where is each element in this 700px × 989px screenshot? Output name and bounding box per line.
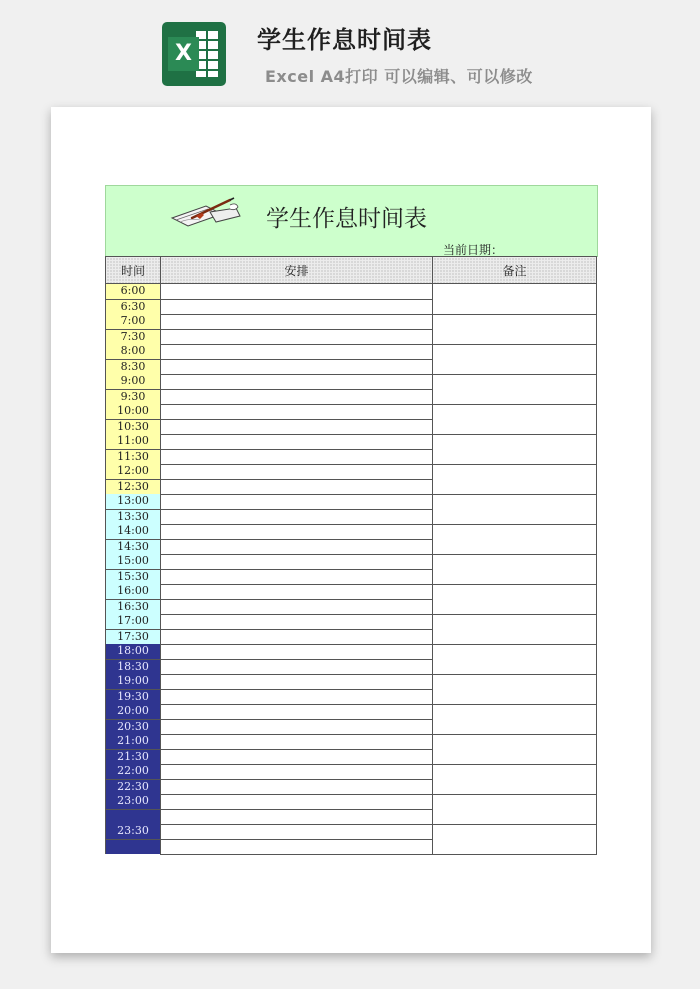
table-row <box>106 464 597 479</box>
time-cell: 7:00 <box>106 314 161 329</box>
arrange-cell[interactable] <box>161 464 433 479</box>
table-row <box>106 704 597 719</box>
sheet-title-band <box>105 185 598 257</box>
arrange-cell[interactable] <box>161 584 433 599</box>
time-cell: 14:30 <box>106 539 161 554</box>
table-row <box>106 824 597 839</box>
time-cell: 9:30 <box>106 389 161 404</box>
arrange-cell[interactable] <box>161 284 433 300</box>
arrange-cell[interactable] <box>161 539 433 554</box>
time-cell: 17:00 <box>106 614 161 629</box>
arrange-cell[interactable] <box>161 344 433 359</box>
arrange-cell[interactable] <box>161 479 433 494</box>
table-row <box>106 614 597 629</box>
notes-cell[interactable] <box>433 584 597 614</box>
table-header-row <box>106 257 597 284</box>
time-cell: 10:30 <box>106 419 161 434</box>
time-cell: 19:00 <box>106 674 161 689</box>
time-cell: 18:30 <box>106 659 161 674</box>
arrange-cell[interactable] <box>161 704 433 719</box>
time-cell: 15:00 <box>106 554 161 569</box>
arrange-cell[interactable] <box>161 434 433 449</box>
time-cell: 12:00 <box>106 464 161 479</box>
table-row <box>106 734 597 749</box>
page-title: 学生作息时间表 <box>257 26 432 54</box>
spreadsheet-grid-graphic <box>196 31 218 77</box>
time-cell <box>106 839 161 854</box>
arrange-cell[interactable] <box>161 359 433 374</box>
time-cell: 10:00 <box>106 404 161 419</box>
time-cell: 13:00 <box>106 494 161 509</box>
table-row <box>106 374 597 389</box>
table-row <box>106 794 597 809</box>
time-cell: 16:00 <box>106 584 161 599</box>
arrange-cell[interactable] <box>161 629 433 644</box>
arrange-cell[interactable] <box>161 809 433 824</box>
notes-cell[interactable] <box>433 374 597 404</box>
notes-cell[interactable] <box>433 284 597 315</box>
time-cell: 22:00 <box>106 764 161 779</box>
time-cell: 21:30 <box>106 749 161 764</box>
time-cell: 6:00 <box>106 284 161 300</box>
time-cell: 20:30 <box>106 719 161 734</box>
notes-cell[interactable] <box>433 494 597 524</box>
time-cell: 8:30 <box>106 359 161 374</box>
arrange-cell[interactable] <box>161 299 433 314</box>
notes-cell[interactable] <box>433 344 597 374</box>
notes-cell[interactable] <box>433 824 597 854</box>
arrange-cell[interactable] <box>161 689 433 704</box>
time-cell: 9:00 <box>106 374 161 389</box>
sheet-title: 学生作息时间表 <box>266 206 427 232</box>
pen-and-papers-clipart-icon <box>166 196 244 230</box>
notes-cell[interactable] <box>433 764 597 794</box>
page-subtitle: Excel A4打印 可以编辑、可以修改 <box>265 67 533 86</box>
column-header-notes: 备注 <box>433 257 597 284</box>
notes-cell[interactable] <box>433 614 597 644</box>
arrange-cell[interactable] <box>161 329 433 344</box>
arrange-cell[interactable] <box>161 374 433 389</box>
time-cell: 11:00 <box>106 434 161 449</box>
time-cell: 20:00 <box>106 704 161 719</box>
arrange-cell[interactable] <box>161 674 433 689</box>
time-cell: 19:30 <box>106 689 161 704</box>
notes-cell[interactable] <box>433 734 597 764</box>
arrange-cell[interactable] <box>161 824 433 839</box>
arrange-cell[interactable] <box>161 719 433 734</box>
notes-cell[interactable] <box>433 644 597 674</box>
column-header-arrange: 安排 <box>161 257 433 284</box>
arrange-cell[interactable] <box>161 389 433 404</box>
time-cell: 21:00 <box>106 734 161 749</box>
notes-cell[interactable] <box>433 464 597 494</box>
schedule-body <box>106 284 597 855</box>
table-row <box>106 494 597 509</box>
column-header-time: 时间 <box>106 257 161 284</box>
notes-cell[interactable] <box>433 674 597 704</box>
time-cell: 14:00 <box>106 524 161 539</box>
table-row <box>106 674 597 689</box>
table-row <box>106 284 597 300</box>
time-cell: 17:30 <box>106 629 161 644</box>
schedule-table <box>105 256 597 855</box>
schedule-sheet <box>105 185 597 876</box>
table-row <box>106 584 597 599</box>
excel-icon <box>162 22 226 86</box>
arrange-cell[interactable] <box>161 509 433 524</box>
time-cell: 7:30 <box>106 329 161 344</box>
arrange-cell[interactable] <box>161 494 433 509</box>
notes-cell[interactable] <box>433 524 597 554</box>
time-cell: 15:30 <box>106 569 161 584</box>
time-cell: 6:30 <box>106 299 161 314</box>
table-row <box>106 434 597 449</box>
arrange-cell[interactable] <box>161 569 433 584</box>
time-cell: 13:30 <box>106 509 161 524</box>
arrange-cell[interactable] <box>161 524 433 539</box>
arrange-cell[interactable] <box>161 644 433 659</box>
document-header <box>0 0 700 100</box>
table-row <box>106 314 597 329</box>
time-cell: 18:00 <box>106 644 161 659</box>
time-cell <box>106 809 161 824</box>
time-cell: 22:30 <box>106 779 161 794</box>
arrange-cell[interactable] <box>161 839 433 854</box>
notes-cell[interactable] <box>433 404 597 434</box>
time-cell: 12:30 <box>106 479 161 494</box>
arrange-cell[interactable] <box>161 749 433 764</box>
table-row <box>106 554 597 569</box>
arrange-cell[interactable] <box>161 779 433 794</box>
arrange-cell[interactable] <box>161 794 433 809</box>
notes-cell[interactable] <box>433 314 597 344</box>
time-cell: 23:30 <box>106 824 161 839</box>
time-cell: 11:30 <box>106 449 161 464</box>
notes-cell[interactable] <box>433 554 597 584</box>
arrange-cell[interactable] <box>161 554 433 569</box>
table-row <box>106 404 597 419</box>
arrange-cell[interactable] <box>161 404 433 419</box>
time-cell: 23:00 <box>106 794 161 809</box>
arrange-cell[interactable] <box>161 764 433 779</box>
arrange-cell[interactable] <box>161 614 433 629</box>
table-row <box>106 524 597 539</box>
arrange-cell[interactable] <box>161 659 433 674</box>
notes-cell[interactable] <box>433 794 597 824</box>
arrange-cell[interactable] <box>161 599 433 614</box>
excel-letter: X <box>168 37 199 71</box>
arrange-cell[interactable] <box>161 734 433 749</box>
table-row <box>106 344 597 359</box>
arrange-cell[interactable] <box>161 314 433 329</box>
time-cell: 16:30 <box>106 599 161 614</box>
table-row <box>106 764 597 779</box>
notes-cell[interactable] <box>433 704 597 734</box>
arrange-cell[interactable] <box>161 419 433 434</box>
time-cell: 8:00 <box>106 344 161 359</box>
table-row <box>106 644 597 659</box>
current-date-label: 当前日期： <box>443 243 504 257</box>
arrange-cell[interactable] <box>161 449 433 464</box>
notes-cell[interactable] <box>433 434 597 464</box>
